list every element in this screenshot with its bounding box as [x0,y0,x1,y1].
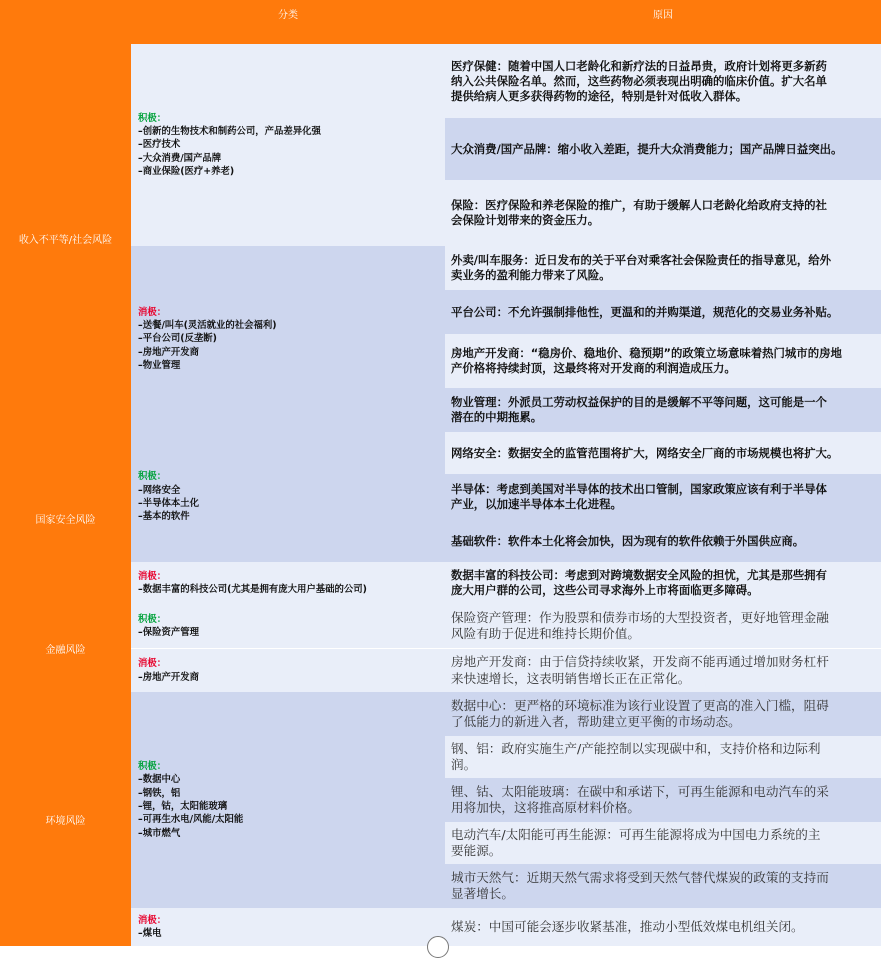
reason-line: 风险有助于促进和维持长期价值。 [451,626,640,641]
reason-cell [445,648,881,692]
category-item: –送餐/叫车(灵活就业的社会福利) [138,320,277,332]
risk-label: 环境风险 [45,815,86,827]
category-group [131,604,445,648]
category-item: –半导体本土化 [138,498,199,509]
category-item: –数据丰富的科技公司(尤其是拥有庞大用户基础的公司) [138,584,367,595]
reason-line: 数据丰富的科技公司：考虑到对跨境数据安全风险的担忧，尤其是那些拥有 [451,568,827,582]
reason-line: 数据中心：更严格的环境标准为该行业设置了更高的准入门槛，阻碍 [451,697,829,713]
reason-cell [445,520,881,562]
category-item: –房地产开发商 [138,671,199,683]
reason-line: 来快速增长，这表明销售增长正在正常化。 [451,670,691,686]
category-group [131,246,445,432]
reason-line: 保险：医疗保险和养老保险的推广，有助于缓解人口老龄化给政府支持的社 [451,198,827,212]
category-item: –物业管理 [138,359,181,371]
header-category: 分类 [131,0,445,44]
reason-line: 半导体：考虑到美国对半导体的技术出口管制，国家政策应该有利于半导体 [451,482,827,496]
reason-line: 外卖/叫车服务：近日发布的关于平台对乘客社会保险责任的指导意见，给外 [451,253,832,267]
reason-cell [445,562,881,604]
reason-line: 城市天然气：近期天然气需求将受到天然气替代煤炭的政策的支持而 [451,869,829,885]
reason-cell [445,432,881,474]
reason-line: 平台公司：不允许强制排他性，更温和的并购渠道，规范化的交易业务补贴。 [451,304,839,319]
reason-cell [445,736,881,778]
reason-line: 卖业务的盈利能力带来了风险。 [451,268,611,282]
risk-national-security [0,432,131,604]
category-item: –数据中心 [138,774,181,786]
reason-line: 了低能力的新进入者，帮助建立更平衡的市场动态。 [451,714,741,729]
reason-line: 房地产开发商：“稳房价、稳地价、稳预期”的政策立场意味着热门城市的房地 [451,346,842,360]
risk-financial [0,604,131,692]
category-item: –煤电 [138,928,162,939]
reason-line: 润。 [451,757,477,772]
reason-line: 用将加快，这将推高原材料价格。 [451,800,640,815]
category-item: –房地产开发商 [138,346,199,358]
reason-line: 网络安全：数据安全的监管范围将扩大，网络安全厂商的市场规模也将扩大。 [451,445,839,460]
category-group [131,432,445,562]
positive-label: 积极： [138,761,167,773]
reason-cell [445,388,881,432]
negative-label: 消极： [138,914,167,926]
reason-line: 产业，以加速半导体本土化进程。 [451,497,622,511]
category-group [131,648,445,692]
reason-line: 大众消费/国产品牌：缩小收入差距，提升大众消费能力；国产品牌日益突出。 [451,141,843,156]
reason-line: 锂、钴、太阳能玻璃：在碳中和承诺下，可再生能源和电动汽车的采 [451,783,829,799]
reason-cell [445,180,881,246]
risk-income-inequality [0,44,131,432]
category-group [131,692,445,908]
positive-label: 积极： [138,471,167,483]
reason-line: 医疗保健：随着中国人口老龄化和新疗法的日益昂贵，政府计划将更多新药 [451,58,827,73]
category-item: –保险资产管理 [138,627,199,638]
category-group [131,908,445,946]
reason-cell [445,864,881,908]
category-item: –医疗技术 [138,139,181,151]
risk-label: 国家安全风险 [35,514,96,526]
reason-cell [445,692,881,736]
reason-cell [445,604,881,648]
reason-cell [445,290,881,334]
reason-line: 潜在的中期拖累。 [451,410,543,424]
category-item: –可再生水电/风能/太阳能 [138,814,244,826]
reason-line: 提供给病人更多获得药物的途径，特别是针对低收入群体。 [451,88,748,103]
reason-line: 产价格将持续封顶，这最终将对开发商的利润造成压力。 [451,361,736,375]
reason-cell [445,474,881,520]
negative-label: 消极： [138,658,167,670]
category-item: –网络安全 [138,484,181,496]
reason-cell [445,822,881,864]
positive-label: 积极： [138,112,167,124]
header-reason: 原因 [445,0,881,44]
reason-line: 房地产开发商：由于信贷持续收紧，开发商不能再通过增加财务杠杆 [451,654,829,670]
risk-label: 收入不平等/社会风险 [18,234,113,246]
reason-cell [445,778,881,822]
reason-line: 纳入公共保险名单。然而，这些药物必须表现出明确的临床价值。扩大名单 [451,73,827,88]
reason-line: 显著增长。 [451,886,514,901]
category-item: –商业保险(医疗+养老) [138,165,235,177]
category-group [131,562,445,604]
category-group [131,44,445,246]
reason-cell [445,908,881,946]
category-item: –城市燃气 [138,827,181,839]
reason-line: 物业管理：外派员工劳动权益保护的目的是缓解不平等问题，这可能是一个 [451,395,827,409]
category-item: –创新的生物技术和制药公司，产品差异化强 [138,126,321,138]
reason-cell [445,246,881,290]
negative-label: 消极： [138,306,167,318]
reason-cell [445,118,881,180]
reason-line: 基础软件：软件本土化将会加快，因为现有的软件依赖于外国供应商。 [451,533,805,548]
reason-line: 要能源。 [451,843,502,858]
category-item: –大众消费/国产品牌 [138,152,222,164]
category-item: –钢铁，铝 [138,787,181,799]
reason-line: 庞大用户群的公司，这些公司寻求海外上市将面临更多障碍。 [451,583,759,597]
reason-cell [445,334,881,388]
positive-label: 积极： [138,613,167,625]
reason-line: 钢、铝：政府实施生产/产能控制以实现碳中和，支持价格和边际利 [451,740,821,756]
reason-line: 煤炭：中国可能会逐步收紧基准，推动小型低效煤电机组关闭。 [451,918,804,934]
header-left-blank [0,0,131,44]
reason-line: 保险资产管理：作为股票和债券市场的大型投资者，更好地管理金融 [451,609,829,625]
reason-cell [445,44,881,118]
category-item: –基本的软件 [138,511,190,523]
risk-label: 金融风险 [45,644,86,656]
scroll-indicator-circle[interactable] [427,936,449,958]
risk-environmental [0,692,131,946]
negative-label: 消极： [138,570,167,582]
category-item: –平台公司(反垄断) [138,333,217,345]
category-item: –锂，钴，太阳能玻璃 [138,801,228,812]
reason-line: 会保险计划带来的资金压力。 [451,213,600,227]
reason-line: 电动汽车/太阳能可再生能源：可再生能源将成为中国电力系统的主 [451,826,821,842]
